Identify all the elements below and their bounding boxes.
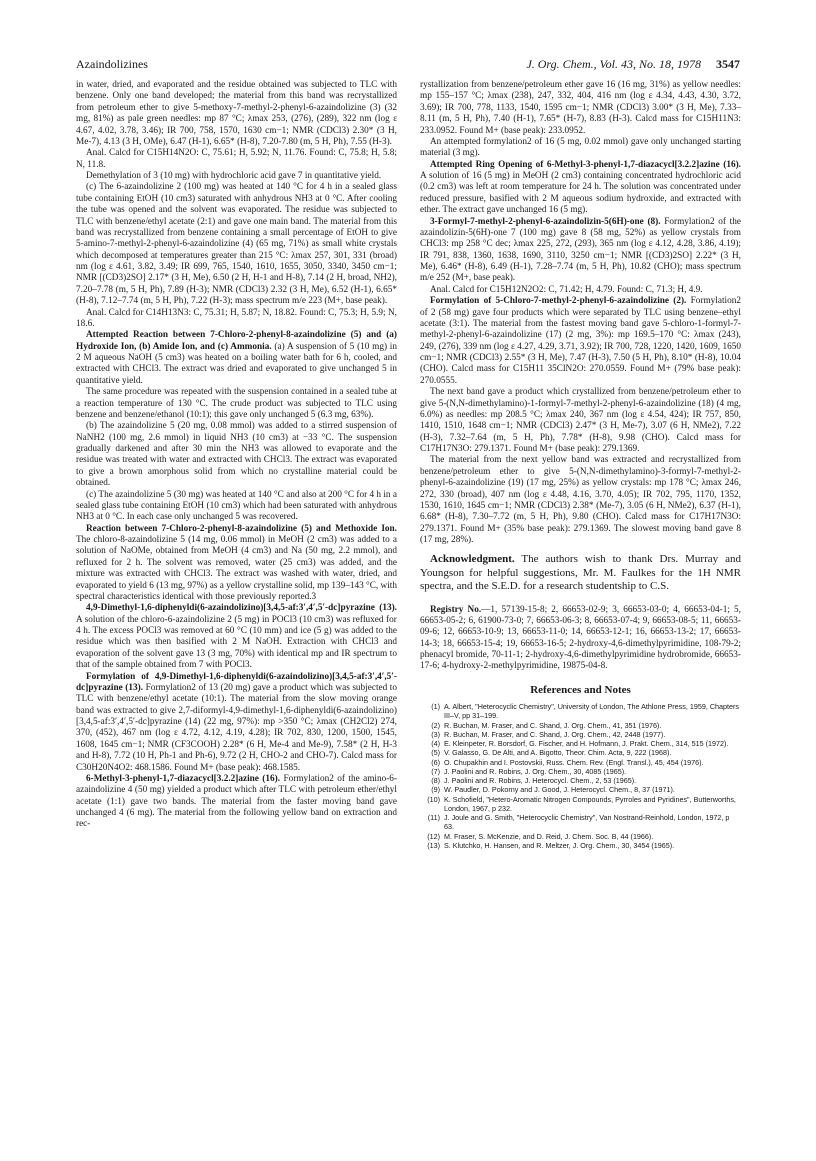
right-column-paragraph <box>420 285 741 296</box>
reference-text: R. Buchan, M. Fraser, and C. Shand, J. Org. Chem., 41, 351 (1976). <box>444 720 662 730</box>
paragraph-text: in water, dried, and evaporated and the residue obtained was subjected to TLC with benzene. Only one band developed; the material from this band was recrystallized from petroleum ether to give 5-methoxy-7-methyl-2-phenyl-6-azaindolizine (3) (32 mg, 81%) as pale green needles: mp 87 °C; λmax 253, (276), (289), 322 nm (log ε 4.67, 4.02, 3.78, 3.46); IR 700, 758, 1570, 1630 cm−1; NMR (CDCl3) 2.30* (3 H, Me-7), 4.13 (3 H, OMe), 6.47 (H-1), 6.65* (H-8), 7.20-7.80 (m, 5 H, Ph), 7.55 (H-3). <box>76 80 397 147</box>
reference-item <box>420 748 741 757</box>
reference-text: E. Kleinpeter, R. Borsdorf, G. Fischer, and H. Hofmann, J. Prakt. Chem., 314, 515 (1972). <box>444 739 729 749</box>
paragraph-text: Anal. Calcd for C15H14N2O: C, 75.61; H, 5.92; N, 11.76. Found: C, 75.8; H, 5.8; N, 11.8. <box>76 148 397 170</box>
paragraph-text: Formylation2 of 13 (20 mg) gave a product which was subjected to TLC with benzene/ethyl acetate (10:1). The material from the slow moving orange band was extracted to give 2,7-diformyl-4,9-dimethyl-1,6-diphenyldi(6-azaindolizino)[3,4,5-af:3′,4′,5′-dc]pyrazine (14) (22 mg, 97%): mp >350 °C; λmax (CH2Cl2) 274, 370, (452), 467 nm (log ε 4.72, 4.12, 4.19, 4.28); IR 702, 830, 1200, 1500, 1545, 1608, 1645 cm−1; NMR (CF3COOH) 2.28* (6 H, Me-4 and Me-9), 7.58* (2 H, H-3 and H-8), 7.72 (10 H, Ph-1 and Ph-6), 9.72 (2 H, CHO-2 and CHO-7). Calcd mass for C30H20N4O2: 468.1586. Found M+ (base peak): 468.1585. <box>76 682 397 773</box>
acknowledgment-text: The authors wish to thank Drs. Murray and Youngson for helpful suggestions, Mr. M. Faulkes for the 1H NMR spectra, and the S.E.D. for a research studentship to C.S. <box>420 553 741 593</box>
left-column-paragraph <box>76 330 397 387</box>
references-list <box>420 702 741 850</box>
reference-item <box>420 813 741 832</box>
reference-number: (6) <box>431 757 440 767</box>
left-column-paragraph <box>76 603 397 671</box>
reference-item <box>420 702 741 721</box>
paragraph-text: A solution of 16 (5 mg) in MeOH (2 cm3) containing concentrated hydrochloric acid (0.2 cm3) was left at room temperature for 24 h. The solution was concentrated under reduced pressure, basified with 2 M aqueous sodium hydroxide, and extracted with ether. The extract gave unchanged 16 (5 mg). <box>420 171 741 216</box>
paragraph-heading: 3-Formyl-7-methyl-2-phenyl-6-azaindolizin-5(6H)-one (8). <box>430 216 661 227</box>
paragraph-heading: Attempted Ring Opening of 6-Methyl-3-phenyl-1,7-diazacycl[3.2.2]azine (16). <box>430 159 741 170</box>
left-column-paragraph <box>76 490 397 524</box>
page-number: 3547 <box>716 57 740 71</box>
reference-number: (2) <box>431 720 440 730</box>
reference-item <box>420 721 741 730</box>
paragraph-text: Demethylation of 3 (10 mg) with hydrochloric acid gave 7 in quantitative yield. <box>86 171 382 181</box>
reference-text: K. Schofield, "Hetero-Aromatic Nitrogen Compounds, Pyrroles and Pyridines", Butterworths, London, 1967, p 232. <box>444 794 736 813</box>
reference-item <box>420 785 741 794</box>
right-column-paragraph <box>420 455 741 546</box>
paragraph-text: The material from the next yellow band was extracted and recrystallized from benzene/petroleum ether to give 5-(N,N-dimethylamino)-3-formyl-7-methyl-2-phenyl-6-azaindolizine (19) (17 mg, 25%) as yellow crystals: mp 178 °C; λmax 246, 272, 330 (broad), 407 nm (log ε 4.48, 4.16, 3.70, 4.05); IR 702, 795, 1170, 1352, 1530, 1610, 1645 cm−1; NMR (CDCl3) 2.38* (Me-7), 3.05 (6 H, NMe2), 6.37 (H-1), 6.68* (H-8), 7.30–7.72 (m, 5 H, Ph), 9.80 (CHO). Calcd mass for C17H17N3O: 279.1371. Found M+ (35% base peak): 279.1369. The slowest moving band gave 8 (17 mg, 28%). <box>420 455 741 545</box>
paragraph-heading: Attempted Reaction between 7-Chloro-2-phenyl-8-azaindolizine (5) and (a) Hydroxide Ion, (b) Amide Ion, and (c) Ammonia. <box>76 330 397 352</box>
left-column-paragraph <box>76 308 397 331</box>
right-column-paragraph <box>420 296 741 387</box>
right-column-body <box>420 80 741 546</box>
reference-number: (7) <box>431 766 440 776</box>
paragraph-text: Formylation2 of the azaindolizin-5(6H)-one 7 (100 mg) gave 8 (58 mg, 52%) as yellow crystals from CHCl3: mp 258 °C dec; λmax 225, 272, (293), 365 nm (log ε 4.12, 4.28, 3.86, 4.19); IR 791, 838, 1360, 1638, 1690, 3110, 3250 cm−1; NMR [(CD3)2SO] 2.22* (3 H, Me), 6.46* (H-8), 6.49 (H-1), 7.28–7.74 (m, 5 H, Ph), 10.82 (CHO); mass spectrum m/e 252 (M+, base peak). <box>420 216 741 284</box>
left-column-paragraph <box>76 182 397 307</box>
left-column-paragraph <box>76 80 397 148</box>
reference-item <box>420 795 741 814</box>
left-column-paragraph <box>76 672 397 774</box>
right-column-paragraph <box>420 217 741 285</box>
registry-text: —1, 57139-15-8; 2, 66653-02-9; 3, 66653-03-0; 4, 66653-04-1; 5, 66653-05-2; 6, 61900-73-0; 7, 66653-06-3; 8, 66653-07-4; 9, 66653-08-5; 11, 66653-09-6; 12, 66653-10-9; 13, 66653-11-0; 14, 66653-12-1; 16, 66653-13-2; 17, 66653-14-3; 18, 66653-15-4; 19, 66653-16-5; 2-hydroxy-4,6-dimethylpyrimidine, 108-79-2; phenacyl bromide, 70-11-1; 2-hydroxy-4,6-dimethylpyrimidine hydrobromide, 66653-17-6; 4-hydroxy-2-methylpyrimidine, 19875-04-8. <box>420 604 741 672</box>
paragraph-text: Anal. Calcd for C14H13N3: C, 75.31; H, 5.87; N, 18.82. Found: C, 75.3; H, 5.9; N, 18.6. <box>76 307 397 329</box>
right-column <box>420 80 741 850</box>
reference-text: A. Albert, "Heterocyclic Chemistry", University of London, The Athlone Press, 1959, Chapters III–V, pp 31–199. <box>444 702 740 721</box>
reference-item <box>420 730 741 739</box>
reference-item <box>420 739 741 748</box>
reference-text: O. Chupakhin and I. Postovskii, Russ. Chem. Rev. (Engl. Transl.), 45, 454 (1976). <box>444 757 704 767</box>
acknowledgment-heading: Acknowledgment. <box>430 553 515 566</box>
reference-number: (11) <box>427 813 440 823</box>
reference-text: R. Buchan, M. Fraser, and C. Shand, J. Org. Chem., 42, 2448 (1977). <box>444 729 666 739</box>
paragraph-text: (c) The azaindolizine 5 (30 mg) was heated at 140 °C and also at 200 °C for 4 h in a sealed glass tube containing EtOH (10 cm3) which had been saturated with anhydrous NH3 at 0 °C. In each case only unchanged 5 was recovered. <box>76 489 397 523</box>
acknowledgment <box>420 553 741 593</box>
left-column-paragraph <box>76 148 397 171</box>
reference-item <box>420 776 741 785</box>
paragraph-text: (b) The azaindolizine 5 (20 mg, 0.08 mmol) was added to a stirred suspension of NaNH2 (100 mg, 2.6 mmol) in liquid NH3 (10 cm3) at −33 °C. The suspension gradually darkened and after 30 min the NH3 was allowed to evaporate and the residue was treated with water and extracted with CHCl3. The extract was evaporated to give a brown amorphous solid from which no crystalline material could be obtained. <box>76 421 397 489</box>
left-column-paragraph <box>76 524 397 604</box>
paragraph-text: rystallization from benzene/petroleum ether gave 16 (16 mg, 31%) as yellow needles: mp 155–157 °C; λmax (238), 247, 332, 404, 416 nm (log ε 4.34, 4.43, 4.30, 3.72, 3.69); IR 700, 778, 1133, 1540, 1595 cm−1; NMR (CDCl3) 3.00* (3 H, Me), 7.33–8.11 (m, 5 H, Ph), 7.40 (H-1), 7.65* (H-7), 8.83 (H-3). Calcd mass for C15H11N3: 233.0952. Found M+ (base peak): 233.0952. <box>420 80 741 136</box>
right-column-paragraph <box>420 160 741 217</box>
registry-heading: Registry No. <box>430 604 482 615</box>
reference-item <box>420 832 741 841</box>
reference-text: S. Klutchko, H. Hansen, and R. Meltzer, J. Org. Chem., 30, 3454 (1965). <box>444 840 675 850</box>
reference-item <box>420 841 741 850</box>
paragraph-text: An attempted formylation2 of 16 (5 mg, 0.02 mmol) gave only unchanged starting material (3 mg). <box>420 136 741 159</box>
paragraph-heading: 6-Methyl-3-phenyl-1,7-diazacycl[3.2.2]azine (16). <box>86 773 281 784</box>
paragraph-heading: 4,9-Dimethyl-1,6-diphenyldi(6-azaindolizino)[3,4,5-af:3′,4′,5′-dc]pyrazine (13). <box>86 603 397 614</box>
reference-number: (3) <box>431 729 440 739</box>
paragraph-text: A solution of the chloro-6-azaindolizine 2 (5 mg) in POCl3 (10 cm3) was refluxed for 4 h. The excess POCl3 was removed at 60 °C (10 mm) and ice (5 g) was added to the residue which was then basified with 2 M NaOH. Extraction with CHCl3 and evaporation of the solvent gave 13 (3 mg, 70%) with identical mp and IR spectrum to that of the sample obtained from 7 with POCl3. <box>76 614 397 671</box>
paragraph-text: The chloro-8-azaindolizine 5 (14 mg, 0.06 mmol) in MeOH (2 cm3) was added to a solution of NaOMe, obtained from MeOH (4 cm3) and Na (50 mg, 2.2 mmol), and refluxed for 2 h. The solvent was removed, water (25 cm3) was added, and the mixture was extracted with CHCl3. The extract was washed with water, dried, and evaporated to yield 6 (13 mg, 97%) as a yellow crystalline solid, mp 139–143 °C, with spectral characteristics identical with those previously reported.3 <box>76 535 397 602</box>
left-column-paragraph <box>76 421 397 489</box>
references-heading: References and Notes <box>530 683 631 696</box>
registry-numbers <box>420 605 741 673</box>
reference-number: (8) <box>431 776 440 786</box>
left-column-paragraph <box>76 774 397 831</box>
reference-text: W. Paudler, D. Pokorny and J. Good, J. Heterocycl. Chem., 8, 37 (1971). <box>444 785 675 795</box>
paragraph-text: The same procedure was repeated with the suspension contained in a sealed tube at a reaction temperature of 130 °C. The crude product was subjected to TLC using benzene and benzene/ethanol (10:1); this gave only unchanged 5 (6.3 mg, 63%). <box>76 387 397 420</box>
paragraph-text: Anal. Calcd for C15H12N2O2: C, 71.42; H, 4.79. Found: C, 71.3; H, 4.9. <box>430 284 703 295</box>
right-column-paragraph <box>420 137 741 160</box>
reference-text: J. Joule and G. Smith, "Heterocyclic Chemistry", Van Nostrand-Reinhold, London, 1972, p 63. <box>444 813 730 832</box>
right-column-paragraph <box>420 387 741 455</box>
reference-item <box>420 758 741 767</box>
left-column-paragraph <box>76 171 397 182</box>
reference-text: J. Paolini and R. Robins, J. Org. Chem., 30, 4085 (1965). <box>444 766 627 776</box>
reference-text: J. Paolini and R. Robins, J. Heterocycl. Chem., 2, 53 (1965). <box>444 776 637 786</box>
paragraph-text: Formylation2 of the amino-6-azaindolizine 4 (50 mg) yielded a product which after TLC with petroleum ether/ethyl acetate (1:1) gave two bands. The material from the faster moving band gave unchanged 4 (6 mg). The material from the following yellow band on extraction and rec- <box>76 773 397 830</box>
reference-text: V. Galasso, G. De Alti, and A. Bigotto, Theor. Chim. Acta, 9, 222 (1968). <box>444 748 672 758</box>
paragraph-heading: Formylation of 4,9-Dimethyl-1,6-diphenyldi(6-azaindolizino)[3,4,5-af:3′,4′,5′-dc]pyrazine (13). <box>76 671 397 693</box>
journal-name: J. Org. Chem., Vol. 43, No. 18, 1978 <box>526 57 701 71</box>
paragraph-text: Formylation2 of 2 (58 mg) gave four products which were separated by TLC using benzene–ethyl acetate (3:1). The material from the fastest moving band gave 5-chloro-1-formyl-7-methyl-2-phenyl-6-azaindolizine (17) (2 mg, 3%): mp 169.5–170 °C: λmax (243), 249, (276), 339 nm (log ε 4.27, 4.29, 3.71, 3.92); IR 700, 728, 1220, 1420, 1609, 1650 cm−1; NMR (CDCl3) 2.55* (3 H, Me), 7.47 (H-3), 7.50 (5 H, Ph), 8.10* (H-8), 10.04 (CHO). Calcd mass for C15H11 35ClN2O: 270.0559. Found M+ (79% base peak): 270.0555. <box>420 296 741 386</box>
paragraph-text: (a) A suspension of 5 (10 mg) in 2 M aqueous NaOH (5 cm3) was heated on a boiling water bath for 6 h, cooled, and extracted with CHCl3. The extract was dried and evaporated to give unchanged 5 in quantitative yield. <box>76 341 398 386</box>
reference-item <box>420 767 741 776</box>
journal-citation-header <box>526 57 740 72</box>
paragraph-heading: Formylation of 5-Chloro-7-methyl-2-phenyl-6-azaindolizine (2). <box>430 296 687 307</box>
reference-number: (9) <box>431 785 440 795</box>
left-column-paragraph <box>76 387 397 421</box>
reference-number: (12) <box>427 831 440 841</box>
reference-number: (1) <box>431 702 440 712</box>
reference-number: (10) <box>427 794 440 804</box>
running-title: Azaindolizines <box>76 57 148 71</box>
reference-number: (13) <box>427 840 440 850</box>
reference-text: M. Fraser, S. McKenzie, and D. Reid, J. Chem. Soc. B, 44 (1966). <box>444 831 654 841</box>
reference-number: (5) <box>431 748 440 758</box>
reference-number: (4) <box>431 739 440 749</box>
paragraph-text: The next band gave a product which crystallized from benzene/petroleum ether to give 5-(N,N-dimethylamino)-1-formyl-7-methyl-2-phenyl-6-azaindolizine (18) (4 mg, 6.0%) as needles: mp 208.5 °C; λmax 240, 367 nm (log ε 4.54, 424); IR 757, 850, 1410, 1510, 1648 cm−1; NMR (CDCl3) 2.47* (3 H, Me-7), 3.07 (6 H, NMe2), 7.22 (H-3), 7.32–7.64 (m, 5 H, Ph), 7.78* (H-8), 9.98 (CHO). Calcd mass for C17H17N3O: 279.1371. Found M+ (base peak): 279.1369. <box>420 387 741 454</box>
paragraph-text: (c) The 6-azaindolizine 2 (100 mg) was heated at 140 °C for 4 h in a sealed glass tube containing EtOH (10 cm3) saturated with anhydrous NH3 at 0 °C. After cooling the tube was opened and the solvent was evaporated. The residue was subjected to TLC with benzene/ethyl acetate (2:1) and gave one main band. The material from this band was recrystallized from benzene containing a small percentage of EtOH to give 5-amino-7-methyl-2-phenyl-6-azaindolizine (4) (65 mg, 71%) as small white crystals which decomposed at temperatures greater than 215 °C: λmax 257, 301, 331 (broad) nm (log ε 4.61, 3.82, 3.49; IR 699, 765, 1540, 1610, 1655, 3050, 3340, 3450 cm−1; NMR [(CD3)2SO] 2.17* (3 H, Me), 6.50 (2 H, H-1 and H-8), 7.14 (2 H, broad, NH2), 7.20–7.78 (m, 5 H, Ph), 7.89 (H-3); NMR (CDCl3) 2.32 (3 H, Me), 6.52 (H-1), 6.65* (H-8), 7.12–7.74 (m, 5 H, Ph), 7.22 (H-3); mass spectrum m/e 223 (M+, base peak). <box>76 182 397 307</box>
right-column-paragraph <box>420 80 741 137</box>
paragraph-heading: Reaction between 7-Chloro-2-phenyl-8-azaindolizine (5) and Methoxide Ion. <box>86 523 397 534</box>
left-column <box>76 80 397 831</box>
